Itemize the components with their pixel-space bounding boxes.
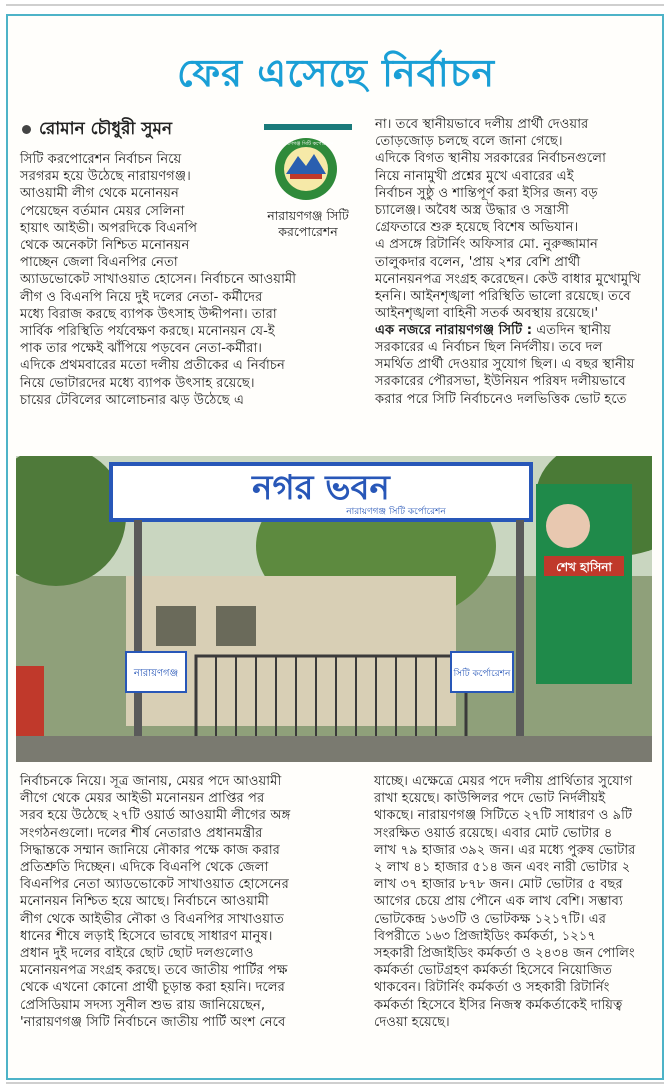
headline: ফের এসেছে নির্বাচন (176, 51, 496, 95)
byline (22, 116, 172, 144)
sign-title: নগর ভবন (252, 468, 390, 508)
article-line: না। তবে স্থানীয়ভাবে দলীয় প্রার্থী দেওয়ার (375, 117, 589, 132)
logo-caption-line: করপোরেশন (278, 224, 338, 239)
article-line: হননি। আইনশৃঙ্খলা পরিস্থিতি ভালো রয়েছে। তবে (375, 289, 631, 305)
article-line: সরগরম হয়ে উঠেছে নারায়ণগঞ্জ। (20, 169, 191, 185)
article-line: সরব হয়ে উঠেছে ২৭টি ওয়ার্ড আওয়ামী লীগের অঙ্গ (20, 808, 291, 824)
subhead-paragraph (375, 322, 655, 339)
article-line: যাচ্ছে। এক্ষেত্রে মেয়র পদে দলীয় প্রার্থিতার সুযোগ (374, 774, 633, 789)
article-line: তালুকদার বলেন, 'প্রায় ২শর বেশি প্রার্থী (375, 254, 581, 270)
article-line: নিয়ে ভোটারদের মধ্যে ব্যাপক উৎসাহ রয়েছে। (20, 375, 255, 391)
article-line: চায়ের টেবিলের আলোচনার ঝড় উঠেছে এ (20, 392, 244, 408)
article-line: গ্রেফতারে শুরু হয়েছে বিশেষ অভিযান। (375, 220, 579, 236)
article-line: সার্বিক পরিস্থিতি পর্যবেক্ষণ করছে। মনোনয়ন যে-ই (20, 324, 275, 340)
article-line: 'নারায়ণগঞ্জ সিটি নির্বাচনে জাতীয় পার্টি অংশ নেবে (20, 1014, 286, 1030)
article-line: চ্যালেঞ্জ। অবৈধ অস্ত্র উদ্ধার ও সন্ত্রাসী (375, 203, 569, 219)
banner-name: শেখ হাসিনা (556, 560, 612, 574)
article-line: আগের চেয়ে প্রায় পৌনে এক লাখ বেশি। সম্ভাব্য (374, 894, 623, 910)
article-line: প্রধান দুই দলের বাইরে ছোট ছোট দলগুলোও (20, 946, 254, 962)
article-line: পেয়েছেন বর্তমান মেয়র সেলিনা (20, 203, 185, 219)
bottom-rule (6, 1082, 664, 1084)
article-line: হায়াৎ আইভী। অপরদিকে বিএনপি (20, 220, 198, 236)
article-line: প্রেসিডিয়াম সদস্য সুনীল শুভ রায় জানিয়েছেন, (20, 997, 266, 1013)
article-line: পাক তার পক্ষেই ঝাঁপিয়ে পড়বেন নেতা-কর্মীরা। (20, 341, 263, 357)
article-line: পাচ্ছেন জেলা বিএনপির নেতা (20, 255, 178, 271)
byline-text: রোমান চৌধুরী সুমন (39, 119, 173, 139)
subhead-text: এতদিন স্থানীয় (532, 323, 611, 338)
article-line: অ্যাডভোকেট সাখাওয়াত হোসেন। নির্বাচনে আওয়ামী (20, 272, 296, 288)
article-line: এদিকে বিগত স্থানীয় সরকারের নির্বাচনগুলো (375, 151, 606, 167)
article-column-left-top (20, 151, 376, 409)
article-line: থেকে এখনো কোনো প্রার্থী চূড়ান্ত করা হয়নি। দলের (20, 980, 285, 996)
article-line: ধানের শীষে লড়াই হিসেবে ভাবছে সাধারণ মানুষ। (20, 928, 273, 944)
article-line: ২ লাখ ৪১ হাজার ৫১৪ জন এবং নারী ভোটার ২ (374, 860, 631, 876)
article-line: মনোনয়ন নিশ্চিত হয়ে আছে। নির্বাচনে আওয়ামী (20, 894, 269, 910)
article-column-left-bottom (20, 773, 372, 1031)
logo-accent-bar (264, 124, 352, 130)
nagar-bhaban-photo (16, 456, 652, 762)
article-column-right-bottom (374, 773, 656, 1031)
article-line: সরকারের পৌরসভা, ইউনিয়ন পরিষদ দলীয়ভাবে (375, 374, 626, 390)
article-line: লীগ ও বিএনপি নিয়ে দুই দলের নেতা- কর্মীদের (20, 289, 263, 305)
article-line: নির্বাচনকে নিয়ে। সূত্র জানায়, মেয়র পদে আওয়ামী (20, 774, 282, 789)
article-line: সরকারের এ নির্বাচন ছিল নির্দলীয়। তবে দল (375, 340, 603, 355)
article-line: সিদ্ধান্তকে সম্মান জানিয়ে নৌকার পক্ষে কাজ করার (20, 842, 280, 858)
article-line: মধ্যে বিরাজ করছে ব্যাপক উৎসাহ উদ্দীপনা। তারা (20, 306, 277, 322)
article-line: রাখা হয়েছে। কাউন্সিলর পদে ভোট নির্দলীয়ই (374, 791, 606, 807)
article-line: লীগ থেকে আইভীর নৌকা ও বিএনপির সাখাওয়াত (20, 911, 284, 927)
left-plate: নারায়ণগঞ্জ (133, 668, 179, 679)
logo-caption-line: নারায়ণগঞ্জ সিটি (267, 208, 349, 223)
article-line: থাকবেন। রিটার্নিং কর্মকর্তা ও সহকারী রিটার্নিং (374, 980, 610, 996)
sign-subtitle: নারায়ণগঞ্জ সিটি কর্পোরেশন (346, 507, 446, 517)
bullet-icon (22, 125, 31, 134)
article-line: আইনশৃঙ্খলা বাহিনী সতর্ক অবস্থায় রয়েছে।' (375, 306, 599, 322)
article-column-right-after (375, 339, 655, 408)
article-line: লাখ ৩৭ হাজার ৮৭৮ জন। মোট ভোটার ৫ বছর (374, 877, 623, 893)
article-column-right-top (375, 116, 655, 322)
article-line: থেকে অনেকটা নিশ্চিত মনোনয়ন (20, 238, 190, 254)
article-line: ভোটকেন্দ্র ১৬৩টি ও ভোটকক্ষ ১২১৭টি। এর (374, 911, 607, 927)
right-plate: সিটি কর্পোরেশন (453, 669, 511, 679)
article-line: থাকছে। নারায়ণগঞ্জ সিটিতে ২৭টি সাধারণ ও ৯টি (374, 808, 633, 824)
article-line: মনোনয়নপত্র সংগ্রহ করেছেন। কেউ বাধার মুখোমুখি (375, 271, 641, 287)
article-line: সিটি করপোরেশন নির্বাচন নিয়ে (20, 152, 182, 167)
article-line: সংগঠনগুলো। দলের শীর্ষ নেতারাও প্রধানমন্ত্রীর (20, 825, 263, 841)
logo-ring-text: নারায়ণগঞ্জ সিটি কর্পোরেশন (278, 141, 334, 147)
article-line: আওয়ামী লীগ থেকে মনোনয়ন (20, 186, 179, 202)
article-line: দেওয়া হয়েছে। (374, 1014, 450, 1030)
article-line: সহকারী প্রিজাইডিং কর্মকর্তা ও ২৪৩৪ জন পোলিং (374, 946, 635, 962)
article-line: মনোনয়নপত্র সংগ্রহ করছে। তবে জাতীয় পার্টির পক্ষ (20, 963, 288, 979)
article-line: নির্বাচন সুষ্ঠু ও শান্তিপূর্ণ করা ইসির জন্য বড় (375, 185, 598, 201)
article-line: কর্মকর্তা হিসেবে ইসির নিজস্ব কর্মকর্তাকেই দায়িত্ব (374, 997, 623, 1013)
article-line: করার পরে সিটি নির্বাচনেও দলভিত্তিক ভোট হতে (375, 391, 627, 407)
article-line: সংরক্ষিত ওয়ার্ড রয়েছে। এবার মোট ভোটার ৪ (374, 825, 613, 841)
article-line: লীগে থেকে মেয়র আইভী মনোনয়ন প্রাপ্তির পর (20, 791, 265, 807)
article-line: তোড়জোড় চলছে বলে জানা গেছে। (375, 134, 563, 150)
article-line: এদিকে প্রথমবারের মতো দলীয় প্রতীকের এ নির্বাচন (20, 358, 285, 374)
top-rule (6, 4, 664, 6)
article-line: বিএনপির নেতা অ্যাডভোকেট সাখাওয়াত হোসেনের (20, 877, 289, 893)
article-line: নিয়ে নানামুখী প্রশ্নের মুখে এবারের এই (375, 168, 574, 184)
subhead-label: এক নজরে নারায়ণগঞ্জ সিটি : (375, 323, 532, 338)
article-line: প্রতিশ্রুতি দিচ্ছেন। এদিকে বিএনপি থেকে জেলা (20, 860, 269, 876)
article-line: এ প্রসঙ্গে রিটার্নিং অফিসার মো. নুরুজ্জামান (375, 237, 598, 253)
article-line: লাখ ৭৯ হাজার ৩৯২ জন। এর মধ্যে পুরুষ ভোটার (374, 842, 636, 858)
article-line: বিপরীতে ১৬৩ প্রিজাইডিং কর্মকর্তা, ১২১৭ (374, 928, 596, 944)
article-line: সমর্থিত প্রার্থী দেওয়ার সুযোগ ছিল। এ বছর স্থানীয় (375, 357, 635, 373)
article-line: কর্মকর্তা ভোটগ্রহণ কর্মকর্তা হিসেবে নিয়োজিত (374, 963, 613, 979)
